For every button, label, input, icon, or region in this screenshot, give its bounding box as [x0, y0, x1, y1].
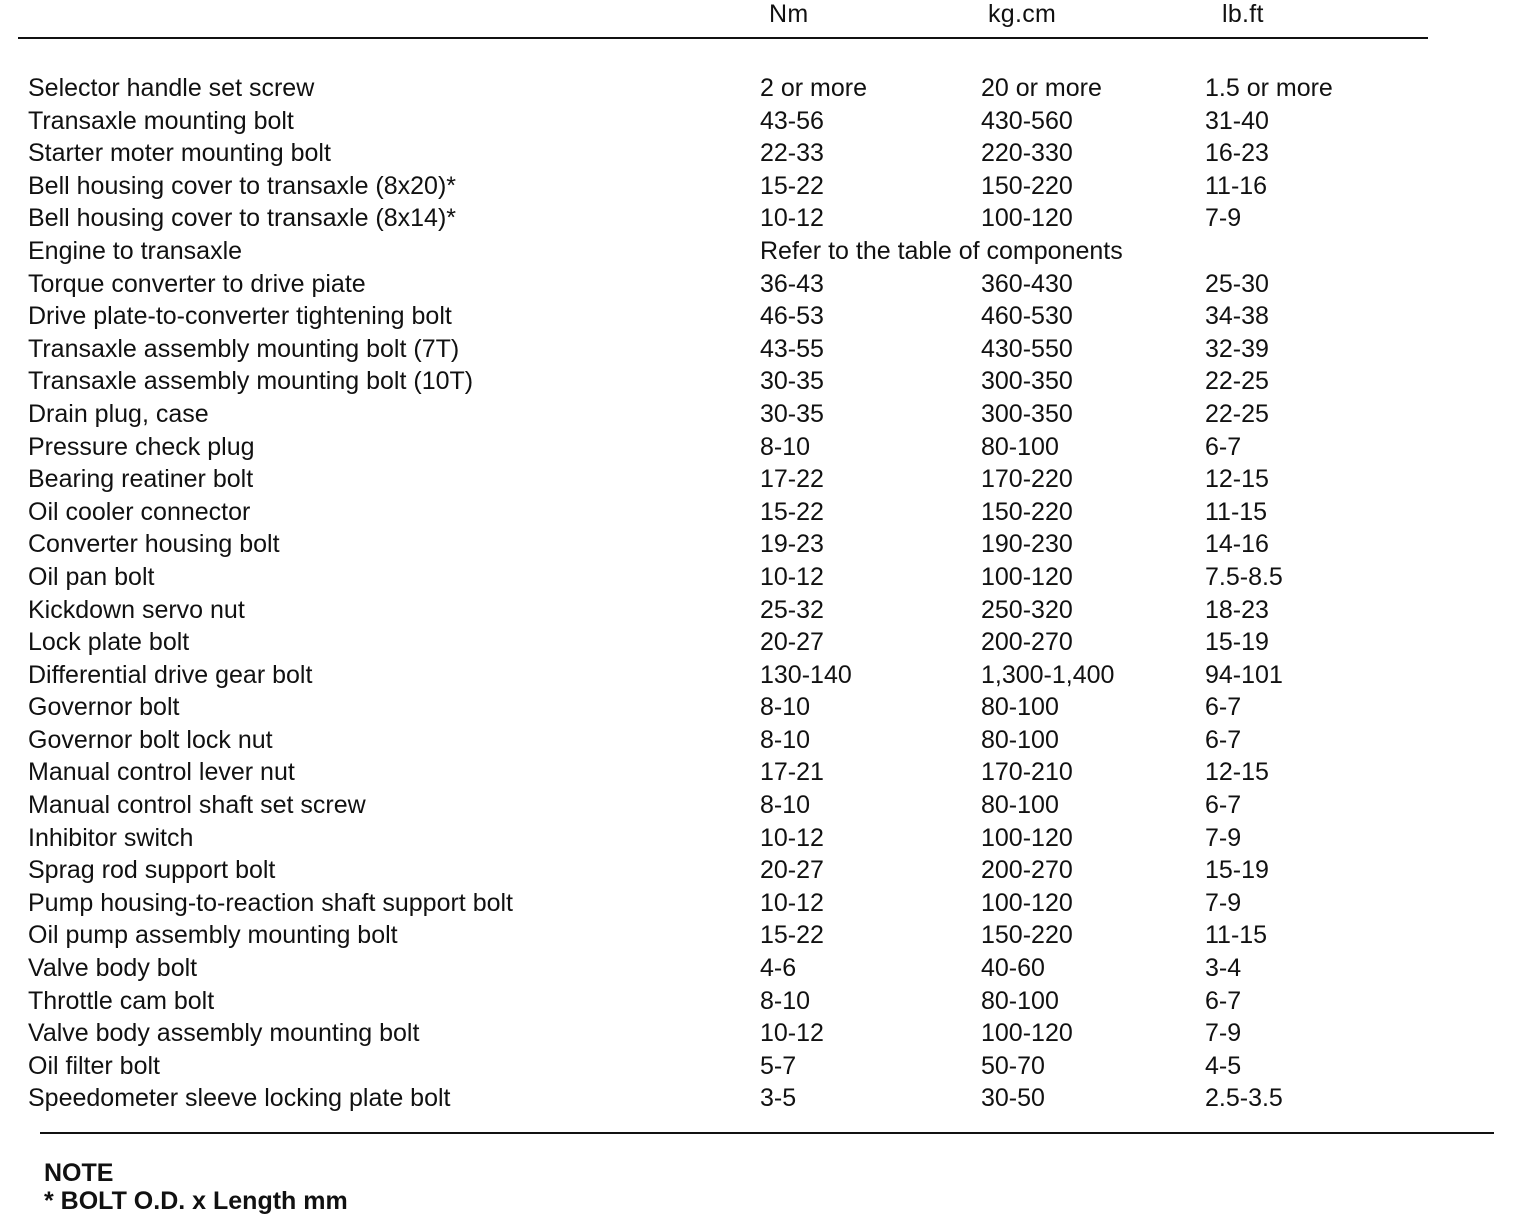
note-title: NOTE — [44, 1159, 114, 1187]
value-nm: 8-10 — [760, 432, 811, 461]
value-kgcm: 30-50 — [981, 1084, 1045, 1113]
value-kgcm: 360-430 — [981, 269, 1073, 298]
value-lbft: 11-15 — [1205, 921, 1268, 950]
table-row — [28, 691, 1488, 724]
table-row — [28, 137, 1488, 170]
item-label: Drive plate-to-converter tightening bolt — [28, 302, 452, 331]
item-label: Oil pan bolt — [28, 562, 155, 591]
value-nm: 25-32 — [760, 595, 824, 624]
value-lbft: 34-38 — [1205, 302, 1269, 331]
value-kgcm: 300-350 — [981, 399, 1073, 428]
value-lbft: 6-7 — [1205, 986, 1242, 1015]
item-label: Pump housing-to-reaction shaft support bolt — [28, 888, 513, 917]
item-label: Engine to transaxle — [28, 236, 243, 265]
value-nm: 19-23 — [760, 530, 824, 559]
table-row — [28, 300, 1488, 333]
value-kgcm: 250-320 — [981, 595, 1073, 624]
value-nm: 10-12 — [760, 823, 824, 852]
item-label: Oil cooler connector — [28, 497, 251, 526]
value-nm: 10-12 — [760, 1019, 824, 1048]
value-kgcm: 100-120 — [981, 1019, 1073, 1048]
value-nm: 15-22 — [760, 171, 824, 200]
value-nm: 22-33 — [760, 139, 824, 168]
value-kgcm: 220-330 — [981, 139, 1073, 168]
item-label: Inhibitor switch — [28, 823, 194, 852]
value-kgcm: 100-120 — [981, 888, 1073, 917]
item-label: Governor bolt — [28, 693, 180, 722]
item-label: Sprag rod support bolt — [28, 856, 276, 885]
torque-table — [28, 72, 1488, 1115]
value-lbft: 6-7 — [1205, 791, 1242, 820]
value-nm: 30-35 — [760, 399, 824, 428]
table-row — [28, 561, 1488, 594]
table-row — [28, 398, 1488, 431]
value-nm: 8-10 — [760, 725, 811, 754]
value-lbft: 3-4 — [1205, 954, 1242, 983]
table-row — [28, 333, 1488, 366]
value-nm: 36-43 — [760, 269, 824, 298]
value-nm: 17-21 — [760, 758, 824, 787]
value-kgcm: 300-350 — [981, 367, 1073, 396]
value-nm: 20-27 — [760, 856, 824, 885]
note-text: * BOLT O.D. x Length mm — [44, 1187, 348, 1215]
value-nm: 15-22 — [760, 497, 824, 526]
table-row — [28, 789, 1488, 822]
value-nm: 46-53 — [760, 302, 824, 331]
value-lbft: 7.5-8.5 — [1205, 562, 1283, 591]
table-row — [28, 1082, 1488, 1115]
item-label: Bell housing cover to transaxle (8x20)* — [28, 171, 457, 200]
table-row — [28, 854, 1488, 887]
table-row — [28, 72, 1488, 105]
table-row — [28, 952, 1488, 985]
top-divider — [18, 37, 1428, 39]
value-lbft: 7-9 — [1205, 823, 1242, 852]
value-lbft: 14-16 — [1205, 530, 1269, 559]
value-kgcm: 460-530 — [981, 302, 1073, 331]
value-kgcm: 80-100 — [981, 693, 1059, 722]
value-lbft: 4-5 — [1205, 1051, 1242, 1080]
value-kgcm: 80-100 — [981, 725, 1059, 754]
item-label: Valve body assembly mounting bolt — [28, 1019, 420, 1048]
value-lbft: 7-9 — [1205, 888, 1242, 917]
item-label: Pressure check plug — [28, 432, 255, 461]
value-kgcm: 200-270 — [981, 628, 1073, 657]
value-nm: 17-22 — [760, 465, 824, 494]
value-nm: 3-5 — [760, 1084, 797, 1113]
value-kgcm: 170-210 — [981, 758, 1073, 787]
value-kgcm: 40-60 — [981, 954, 1045, 983]
value-nm: 30-35 — [760, 367, 824, 396]
table-row — [28, 887, 1488, 920]
value-kgcm: 20 or more — [981, 74, 1102, 102]
value-lbft: 12-15 — [1205, 465, 1269, 494]
value-nm: 2 or more — [760, 74, 867, 102]
table-row — [28, 919, 1488, 952]
value-lbft: 22-25 — [1205, 367, 1269, 396]
value-lbft: 7-9 — [1205, 204, 1242, 233]
bottom-divider — [40, 1132, 1494, 1134]
value-nm: 130-140 — [760, 660, 852, 689]
table-row — [28, 170, 1488, 203]
value-lbft: 31-40 — [1205, 106, 1269, 135]
item-label: Transaxle assembly mounting bolt (7T) — [28, 334, 460, 363]
table-row — [28, 431, 1488, 464]
value-kgcm: 200-270 — [981, 856, 1073, 885]
header-nm: Nm — [769, 0, 809, 28]
value-nm: 10-12 — [760, 562, 824, 591]
table-row — [28, 528, 1488, 561]
value-kgcm: 150-220 — [981, 921, 1073, 950]
value-kgcm: 100-120 — [981, 823, 1073, 852]
item-label: Manual control lever nut — [28, 758, 295, 787]
value-lbft: 15-19 — [1205, 856, 1269, 885]
table-row — [28, 463, 1488, 496]
value-nm: 15-22 — [760, 921, 824, 950]
table-row — [28, 659, 1488, 692]
value-kgcm: 80-100 — [981, 791, 1059, 820]
table-row — [28, 985, 1488, 1018]
value-lbft: 6-7 — [1205, 432, 1242, 461]
value-nm: Refer to the table of components — [760, 236, 1123, 265]
value-kgcm: 100-120 — [981, 204, 1073, 233]
value-nm: 10-12 — [760, 888, 824, 917]
item-label: Differential drive gear bolt — [28, 660, 313, 689]
value-lbft: 7-9 — [1205, 1019, 1242, 1048]
value-kgcm: 430-550 — [981, 334, 1073, 363]
value-lbft: 22-25 — [1205, 399, 1269, 428]
value-kgcm: 430-560 — [981, 106, 1073, 135]
table-row — [28, 594, 1488, 627]
item-label: Selector handle set screw — [28, 74, 315, 102]
item-label: Transaxle assembly mounting bolt (10T) — [28, 367, 474, 396]
item-label: Oil filter bolt — [28, 1051, 160, 1080]
value-kgcm: 80-100 — [981, 986, 1059, 1015]
table-row — [28, 1050, 1488, 1083]
table-row — [28, 1017, 1488, 1050]
item-label: Transaxle mounting bolt — [28, 106, 294, 135]
value-kgcm: 50-70 — [981, 1051, 1045, 1080]
header-lbft: lb.ft — [1222, 0, 1264, 28]
value-lbft: 2.5-3.5 — [1205, 1084, 1283, 1113]
item-label: Kickdown servo nut — [28, 595, 245, 624]
item-label: Throttle cam bolt — [28, 986, 215, 1015]
table-row — [28, 822, 1488, 855]
value-lbft: 32-39 — [1205, 334, 1269, 363]
value-lbft: 25-30 — [1205, 269, 1269, 298]
table-row — [28, 235, 1488, 268]
value-kgcm: 150-220 — [981, 497, 1073, 526]
item-label: Starter moter mounting bolt — [28, 139, 331, 168]
value-nm: 8-10 — [760, 791, 811, 820]
table-row — [28, 626, 1488, 659]
table-row — [28, 365, 1488, 398]
item-label: Oil pump assembly mounting bolt — [28, 921, 398, 950]
table-row — [28, 496, 1488, 529]
table-row — [28, 105, 1488, 138]
value-kgcm: 80-100 — [981, 432, 1059, 461]
value-nm: 43-56 — [760, 106, 824, 135]
value-lbft: 94-101 — [1205, 660, 1283, 689]
item-label: Manual control shaft set screw — [28, 791, 366, 820]
value-nm: 20-27 — [760, 628, 824, 657]
item-label: Governor bolt lock nut — [28, 725, 273, 754]
value-lbft: 6-7 — [1205, 725, 1242, 754]
value-kgcm: 150-220 — [981, 171, 1073, 200]
value-lbft: 11-15 — [1205, 497, 1268, 526]
value-nm: 5-7 — [760, 1051, 797, 1080]
value-kgcm: 100-120 — [981, 562, 1073, 591]
value-nm: 8-10 — [760, 986, 811, 1015]
table-row — [28, 268, 1488, 301]
value-lbft: 1.5 or more — [1205, 74, 1333, 102]
value-kgcm: 1,300-1,400 — [981, 660, 1115, 689]
header-kgcm: kg.cm — [988, 0, 1057, 28]
item-label: Valve body bolt — [28, 954, 198, 983]
value-kgcm: 190-230 — [981, 530, 1073, 559]
table-row — [28, 202, 1488, 235]
item-label: Drain plug, case — [28, 399, 209, 428]
value-lbft: 15-19 — [1205, 628, 1269, 657]
item-label: Speedometer sleeve locking plate bolt — [28, 1084, 451, 1113]
value-lbft: 16-23 — [1205, 139, 1269, 168]
value-nm: 43-55 — [760, 334, 824, 363]
value-lbft: 11-16 — [1205, 171, 1268, 200]
value-lbft: 6-7 — [1205, 693, 1242, 722]
value-kgcm: 170-220 — [981, 465, 1073, 494]
table-row — [28, 724, 1488, 757]
value-lbft: 18-23 — [1205, 595, 1269, 624]
item-label: Torque converter to drive piate — [28, 269, 366, 298]
item-label: Bearing reatiner bolt — [28, 465, 254, 494]
value-nm: 4-6 — [760, 954, 797, 983]
item-label: Bell housing cover to transaxle (8x14)* — [28, 204, 457, 233]
item-label: Converter housing bolt — [28, 530, 280, 559]
value-nm: 8-10 — [760, 693, 811, 722]
table-row — [28, 756, 1488, 789]
value-nm: 10-12 — [760, 204, 824, 233]
item-label: Lock plate bolt — [28, 628, 190, 657]
value-lbft: 12-15 — [1205, 758, 1269, 787]
